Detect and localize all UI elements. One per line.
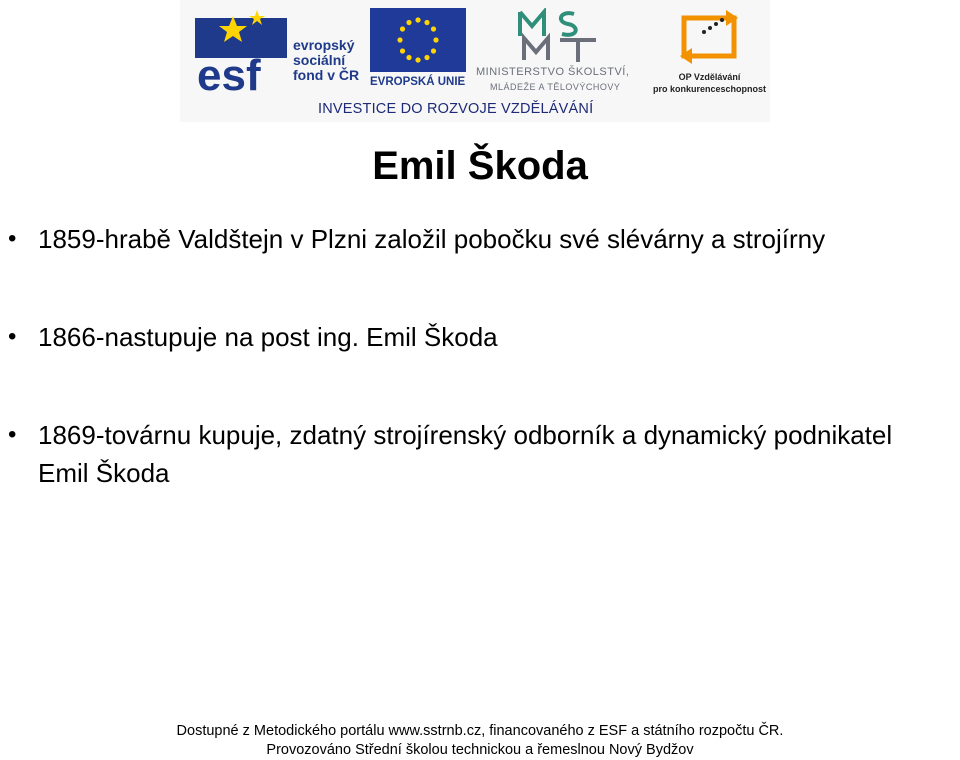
svg-text:esf: esf [197,51,261,94]
list-item [8,220,938,258]
op-line-2: pro konkurenceschopnost [652,84,767,94]
footer-line-1: Dostupné z Metodického portálu www.sstrnb.cz, financovaného z ESF a státního rozpočtu ČR. [176,723,784,739]
eu-flag-icon [370,8,466,72]
bullet-icon: • [8,421,17,448]
eu-logo-text: EVROPSKÁ UNIE [370,76,466,88]
list-item [8,416,938,492]
bullet-icon: • [8,323,17,350]
msmt-line-2: MLÁDEŽE A TĚLOVÝCHOVY [490,82,621,92]
msmt-line-1: MINISTERSTVO ŠKOLSTVÍ, [476,66,630,78]
eu-logo [370,8,470,94]
bullet-text: 1859-hrabě Valdštejn v Plzni založil pobočku své slévárny a strojírny [38,224,826,254]
esf-logo [195,8,365,94]
esf-logo-mark [195,8,287,94]
bullet-text: 1869-továrnu kupuje, zdatný strojírenský odborník a dynamický podnikatel Emil Škoda [38,420,893,488]
msmt-logo-mark [516,8,606,64]
bullet-icon: • [8,225,17,252]
op-logo-mark [674,8,744,66]
op-logo [652,8,767,94]
msmt-logo [476,8,646,94]
slide-title: Emil Škoda [372,144,588,188]
tagline: INVESTICE DO ROZVOJE VZDĚLÁVÁNÍ [318,101,594,117]
footer-line-2: Provozováno Střední školou technickou a řemeslnou Nový Bydžov [266,742,694,758]
esf-logo-text: evropský sociální fond v ČR [293,37,360,83]
op-line-1: OP Vzdělávání [678,72,741,82]
bullet-text: 1866-nastupuje na post ing. Emil Škoda [38,322,498,352]
list-item [8,318,938,356]
